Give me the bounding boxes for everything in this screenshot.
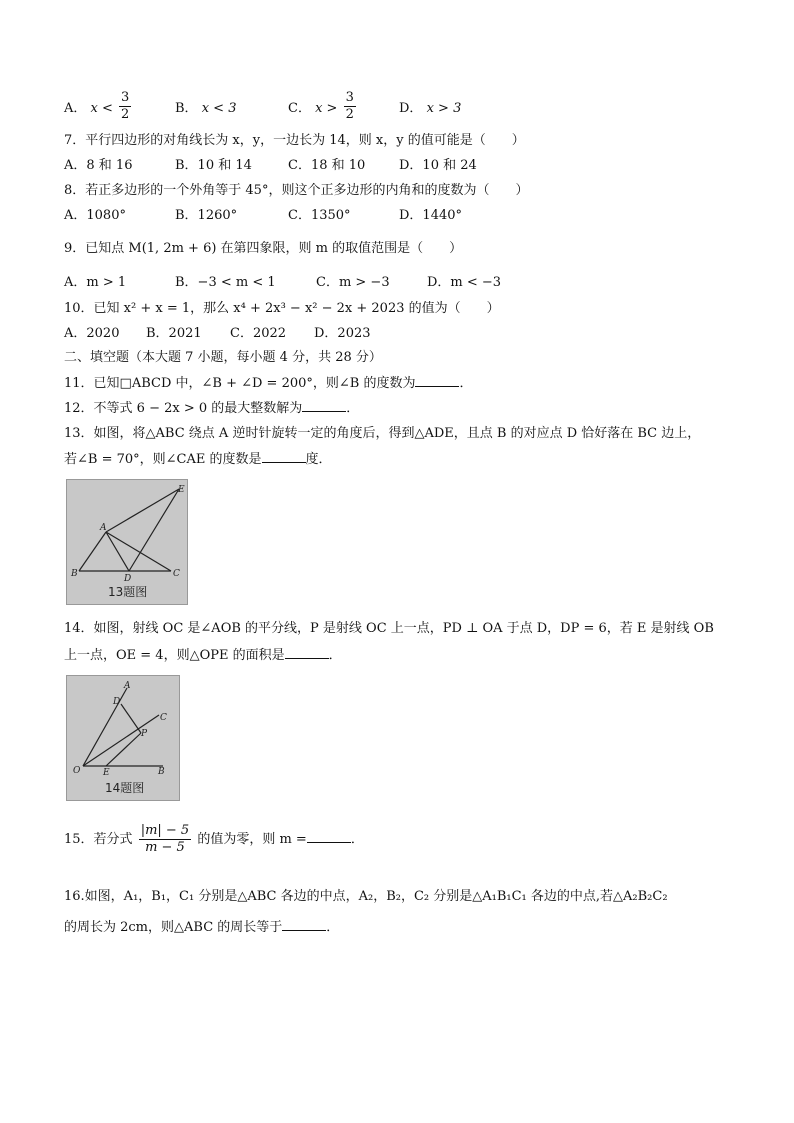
point-label-a: A	[124, 681, 131, 691]
option-math: x <	[90, 101, 113, 116]
option-math: x >	[315, 101, 338, 116]
q9-stem: 9．已知点 M(1, 2m + 6) 在第四象限，则 m 的取值范围是（ ）	[64, 241, 463, 256]
point-label-e: E	[178, 485, 185, 495]
figure-13	[66, 479, 188, 605]
q8-stem: 8．若正多边形的一个外角等于 45°，则这个正多边形的内角和的度数为（ ）	[64, 183, 529, 198]
option-math: x < 3	[201, 101, 237, 116]
q16-line1: 16.如图，A₁，B₁，C₁ 分别是△ABC 各边的中点，A₂，B₂，C₂ 分别是△A₁B₁C₁ 各边的中点,若△A₂B₂C₂	[64, 889, 668, 904]
fraction-denominator: 2	[345, 107, 354, 122]
q8-option-b: B．1260°	[175, 208, 238, 223]
q14-line1: 14．如图，射线 OC 是∠AOB 的平分线，P 是射线 OC 上一点，PD ⊥ OA 于点 D，DP = 6，若 E 是射线 OB	[64, 621, 714, 636]
q11-text: 11．已知□ABCD 中，∠B + ∠D = 200°，则∠B 的度数为	[64, 376, 416, 391]
q8-option-a: A．1080°	[64, 208, 126, 223]
q7-option-b: B．10 和 14	[175, 158, 252, 173]
q9-option-b: B．−3 < m < 1	[175, 275, 276, 290]
answer-blank[interactable]	[302, 399, 346, 412]
answer-blank[interactable]	[262, 450, 306, 463]
q14-text: 上一点，OE = 4，则△OPE 的面积是	[64, 648, 285, 663]
option-label: C．	[288, 101, 311, 116]
q9-option-c: C．m > −3	[316, 275, 390, 290]
answer-blank[interactable]	[285, 646, 329, 659]
point-label-p: P	[141, 729, 148, 739]
q15	[64, 823, 364, 857]
fraction	[344, 90, 356, 123]
q13-line1: 13．如图，将△ABC 绕点 A 逆时针旋转一定的角度后，得到△ADE，且点 B 的对应点 D 恰好落在 BC 边上，	[64, 426, 701, 441]
fraction-numerator: |m| − 5	[140, 823, 190, 838]
fraction-denominator: m − 5	[145, 840, 185, 855]
answer-blank[interactable]	[282, 918, 326, 931]
point-label-d: D	[113, 697, 121, 707]
figure-14	[66, 675, 180, 801]
point-label-b: B	[158, 767, 165, 777]
q9-option-a: A．m > 1	[64, 275, 127, 290]
q6-option-d	[399, 100, 461, 118]
q8-option-c: C．1350°	[288, 208, 351, 223]
q16-line2	[64, 918, 339, 937]
q12-text: 12．不等式 6 − 2x > 0 的最大整数解为	[64, 401, 303, 416]
fraction-numerator: 3	[345, 90, 354, 105]
q10-option-b: B．2021	[146, 326, 202, 341]
fraction-numerator: 3	[121, 90, 130, 105]
figure-13-caption: 13题图	[108, 585, 148, 599]
figure-14-diagram	[67, 676, 179, 800]
q11	[64, 374, 473, 393]
point-label-c: C	[160, 713, 167, 723]
q10-stem: 10．已知 x² + x = 1，那么 x⁴ + 2x³ − x² − 2x + 2023 的值为（ ）	[64, 301, 500, 316]
q14-end: ．	[328, 648, 342, 663]
q13-end: 度．	[305, 452, 332, 467]
point-label-c: C	[173, 569, 180, 579]
q6-option-c	[288, 92, 358, 125]
q12-end: ．	[346, 401, 360, 416]
q10-option-c: C．2022	[230, 326, 287, 341]
q16-end: ．	[326, 920, 340, 935]
q8-option-d: D．1440°	[399, 208, 463, 223]
q12	[64, 399, 359, 418]
q7-stem: 7．平行四边形的对角线长为 x，y，一边长为 14，则 x，y 的值可能是（ ）	[64, 133, 525, 148]
option-label: A．	[64, 101, 87, 116]
q13-text: 若∠B = 70°，则∠CAE 的度数是	[64, 452, 262, 467]
q15-text-mid: 的值为零，则 m =	[197, 832, 307, 847]
q14-line2	[64, 646, 342, 665]
figure-14-caption: 14题图	[105, 781, 145, 795]
figure-13-diagram	[67, 480, 187, 604]
q7-option-a: A．8 和 16	[64, 158, 133, 173]
q9-option-d: D．m < −3	[427, 275, 502, 290]
point-label-o: O	[73, 766, 81, 776]
point-label-d: D	[124, 574, 132, 584]
q13-line2	[64, 450, 332, 469]
q7-option-c: C．18 和 10	[288, 158, 366, 173]
point-label-e: E	[103, 768, 110, 778]
q15-text: 15．若分式	[64, 832, 133, 847]
q6-option-b	[175, 100, 236, 118]
point-label-a: A	[100, 523, 107, 533]
point-label-b: B	[71, 569, 78, 579]
q15-end: ．	[350, 832, 364, 847]
q16-text: 的周长为 2cm，则△ABC 的周长等于	[64, 920, 283, 935]
q10-option-d: D．2023	[314, 326, 371, 341]
answer-blank[interactable]	[415, 374, 459, 387]
q10-option-a: A．2020	[64, 326, 120, 341]
q6-option-a	[64, 92, 133, 125]
fraction-denominator: 2	[121, 107, 130, 122]
q7-option-d: D．10 和 24	[399, 158, 477, 173]
fraction	[119, 90, 131, 123]
section-heading: 二、填空题（本大题 7 小题，每小题 4 分，共 28 分）	[64, 350, 382, 365]
option-math: x > 3	[426, 101, 462, 116]
fraction	[139, 823, 192, 856]
option-label: B．	[175, 101, 198, 116]
q11-end: ．	[459, 376, 473, 391]
answer-blank[interactable]	[307, 830, 351, 843]
option-label: D．	[399, 101, 423, 116]
